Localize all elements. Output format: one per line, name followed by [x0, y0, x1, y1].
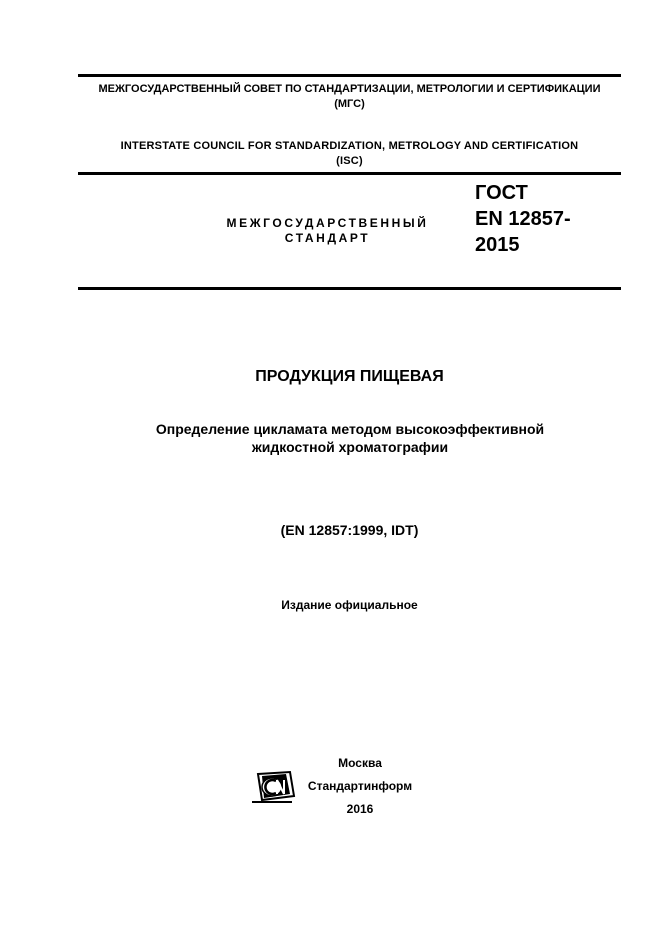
- council-name-ru: [78, 82, 621, 112]
- standard-kind-line2: СТАНДАРТ: [284, 231, 371, 245]
- council-en-line1: INTERSTATE COUNCIL FOR STANDARDIZATION, METROLOGY AND CERTIFICATION: [120, 140, 579, 152]
- council-en-line2: (ISC): [336, 155, 363, 167]
- bottom-divider: [78, 287, 621, 290]
- council-name-en: [78, 139, 621, 169]
- standard-number-line1: ГОСТ: [475, 182, 528, 204]
- top-divider: [78, 74, 621, 77]
- subtitle-line1: Определение цикламата методом высокоэффективной: [155, 421, 545, 437]
- publisher-city: Москва: [338, 756, 382, 770]
- edition-label: Издание официальное: [281, 598, 418, 612]
- standard-kind-line1: МЕЖГОСУДАРСТВЕННЫЙ: [226, 216, 429, 230]
- document-subtitle: [110, 420, 590, 456]
- subtitle-line2: жидкостной хроматографии: [251, 439, 449, 455]
- standard-number: [475, 180, 615, 258]
- standard-kind: [200, 216, 455, 246]
- standard-number-line3: 2015: [475, 234, 520, 256]
- standard-number-line2: EN 12857-: [475, 208, 571, 230]
- publisher-name: Стандартинформ: [307, 779, 413, 793]
- publication-year: 2016: [346, 802, 374, 816]
- council-ru-line1: МЕЖГОСУДАРСТВЕННЫЙ СОВЕТ ПО СТАНДАРТИЗАЦИИ, МЕТРОЛОГИИ И СЕРТИФИКАЦИИ: [98, 83, 601, 95]
- document-reference: (EN 12857:1999, IDT): [280, 522, 419, 538]
- council-ru-line2: (МГС): [334, 98, 365, 110]
- document-title: ПРОДУКЦИЯ ПИЩЕВАЯ: [255, 368, 444, 385]
- middle-divider: [78, 172, 621, 175]
